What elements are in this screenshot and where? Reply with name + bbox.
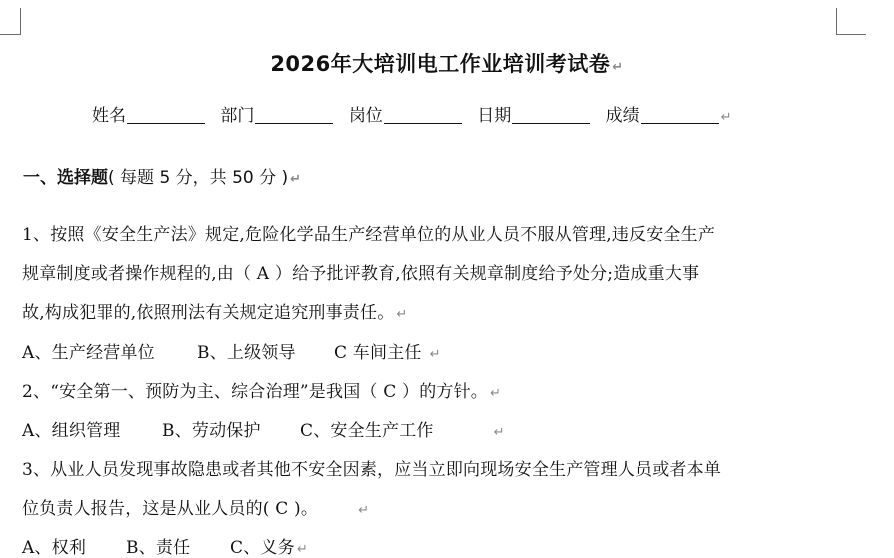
paragraph-mark-icon: ↵	[296, 542, 308, 557]
paragraph-mark-icon: ↵	[493, 425, 505, 440]
question-2-line-1[interactable]	[22, 377, 501, 402]
question-3-options[interactable]	[22, 533, 308, 558]
question-text: 1、按照《安全生产法》规定,危险化学品生产经营单位的从业人员不服从管理,违反安全生产	[22, 225, 716, 245]
question-1-line-2[interactable]	[22, 259, 699, 284]
question-2-options[interactable]	[22, 416, 505, 441]
page-corner-mark-top-right-vertical	[836, 8, 837, 35]
header-fields	[92, 101, 742, 126]
page-corner-mark-top-right	[836, 34, 866, 35]
question-text: 故,构成犯罪的,依照刑法有关规定追究刑事责任。	[22, 303, 395, 323]
score-label: 成绩	[605, 106, 640, 126]
option-b: B、责任	[126, 538, 191, 558]
page-corner-mark-top-left-vertical	[20, 8, 21, 35]
paragraph-mark-icon: ↵	[490, 386, 502, 401]
option-a: A、组织管理	[22, 421, 121, 441]
option-a: A、权利	[22, 538, 87, 558]
question-1-line-3[interactable]	[22, 298, 408, 323]
position-blank[interactable]	[384, 105, 462, 124]
document-title[interactable]	[0, 48, 894, 78]
option-a: A、生产经营单位	[22, 343, 155, 363]
section-score-note: ( 每题 5 分，共 50 分 )	[108, 168, 289, 188]
position-label: 岗位	[348, 106, 383, 126]
date-label: 日期	[477, 106, 512, 126]
name-label: 姓名	[92, 106, 126, 126]
question-3-line-2[interactable]	[22, 494, 369, 519]
paragraph-mark-icon: ↵	[429, 347, 441, 362]
question-text: 3、从业人员发现事故隐患或者其他不安全因素，应当立即向现场安全生产管理人员或者本单	[22, 460, 722, 480]
question-text: 规章制度或者操作规程的,由（ A ）给予批评教育,依照有关规章制度给予处分;造成重大事	[22, 264, 700, 284]
paragraph-mark-icon: ↵	[290, 172, 302, 187]
title-text: 2026年大培训电工作业培训考试卷	[270, 52, 611, 76]
date-field[interactable]	[477, 101, 590, 126]
option-c: C、安全生产工作	[300, 421, 434, 441]
question-text: 位负责人报告，这是从业人员的( C )。	[22, 499, 319, 519]
score-blank[interactable]	[641, 105, 719, 124]
question-3-line-1[interactable]	[22, 455, 721, 480]
option-c: C 车间主任	[334, 343, 422, 363]
name-blank[interactable]	[127, 105, 205, 124]
section-title: 一、选择题	[23, 168, 108, 188]
department-label: 部门	[220, 106, 255, 126]
department-field[interactable]	[220, 101, 333, 126]
name-field[interactable]	[92, 101, 205, 126]
paragraph-mark-icon: ↵	[358, 503, 370, 518]
department-blank[interactable]	[255, 105, 333, 124]
position-field[interactable]	[349, 101, 462, 126]
paragraph-mark-icon: ↵	[612, 60, 624, 75]
question-1-options[interactable]	[22, 338, 441, 363]
option-b: B、劳动保护	[162, 421, 261, 441]
date-blank[interactable]	[512, 105, 590, 124]
option-b: B、上级领导	[197, 343, 296, 363]
page-corner-mark-top-left	[0, 34, 20, 35]
question-1-line-1[interactable]	[22, 220, 715, 245]
section-heading[interactable]	[23, 163, 301, 188]
option-c: C、义务	[230, 538, 295, 558]
score-field[interactable]	[606, 101, 732, 126]
question-text: 2、“安全第一、预防为主、综合治理”是我国（ C ）的方针。	[22, 382, 489, 402]
paragraph-mark-icon: ↵	[396, 307, 408, 322]
paragraph-mark-icon: ↵	[720, 110, 732, 125]
